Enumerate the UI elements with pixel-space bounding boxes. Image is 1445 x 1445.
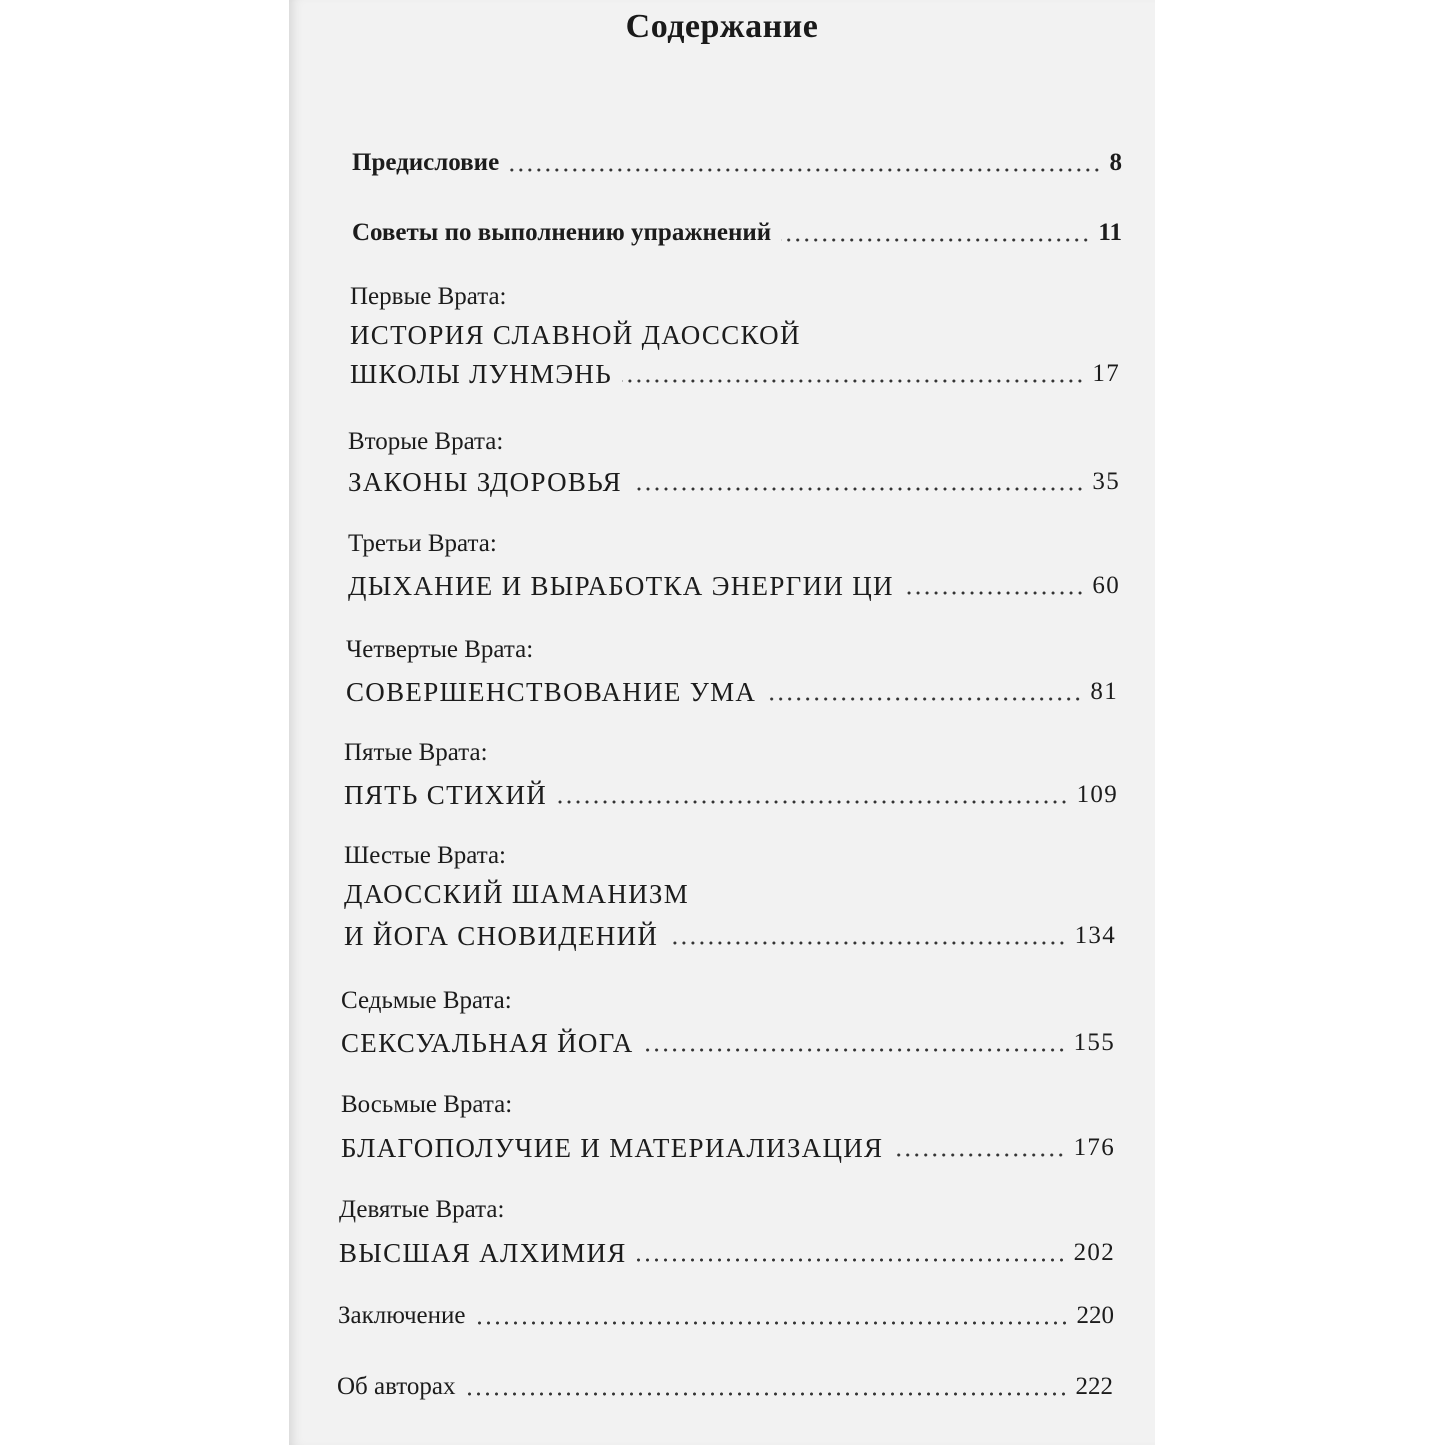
gate-label: Первые Врата: [350, 283, 507, 310]
dot-leader [476, 1320, 1069, 1326]
dot-leader [644, 1047, 1066, 1053]
gate-label: Шестые Врата: [344, 842, 506, 869]
gate-label: Девятые Врата: [339, 1196, 505, 1223]
chapter-title-line: ШКОЛЫ ЛУНМЭНЬ [350, 359, 612, 389]
page-number: 134 [1074, 922, 1116, 949]
entry-title: Об авторах [337, 1373, 456, 1400]
dot-leader [557, 799, 1069, 805]
chapter-title-line: ДАОССКИЙ ШАМАНИЗМ [344, 879, 690, 909]
entry-title: Советы по выполнению упражнений [352, 219, 772, 246]
gate-label: Восьмые Врата: [341, 1091, 513, 1118]
chapter-title-line: И ЙОГА СНОВИДЕНИЙ [344, 921, 659, 951]
dot-leader [622, 378, 1084, 384]
chapter-title-line: БЛАГОПОЛУЧИЕ И МАТЕРИАЛИЗАЦИЯ [341, 1133, 884, 1163]
page-number: 176 [1073, 1134, 1115, 1161]
entry-title: Заключение [338, 1302, 466, 1329]
gate-label: Третьи Врата: [348, 530, 497, 557]
gate-label: Седьмые Врата: [341, 987, 512, 1014]
page-number: 17 [1092, 360, 1120, 387]
gate-label: Пятые Врата: [344, 739, 488, 766]
page-number: 8 [1109, 149, 1122, 176]
gate-label: Четвертые Врата: [346, 636, 534, 663]
chapter-title-line: СЕКСУАЛЬНАЯ ЙОГА [341, 1028, 634, 1058]
dot-leader [509, 167, 1101, 173]
page-number: 155 [1073, 1029, 1115, 1056]
chapter-title-line: ПЯТЬ СТИХИЙ [344, 780, 548, 810]
chapter-title-line: ДЫХАНИЕ И ВЫРАБОТКА ЭНЕРГИИ ЦИ [348, 571, 894, 601]
dot-leader [904, 590, 1085, 596]
chapter-title-line: СОВЕРШЕНСТВОВАНИЕ УМА [346, 677, 757, 707]
dot-leader [781, 237, 1090, 243]
dot-leader [632, 486, 1085, 492]
page-number: 202 [1073, 1239, 1115, 1266]
dot-leader [893, 1152, 1065, 1158]
dot-leader [466, 1391, 1068, 1397]
dot-leader [766, 696, 1082, 702]
page-number: 222 [1075, 1373, 1113, 1400]
book-page [289, 0, 1155, 1445]
dot-leader [637, 1257, 1066, 1263]
dot-leader [668, 940, 1066, 946]
gate-label: Вторые Врата: [348, 428, 504, 455]
entry-title: Предисловие [352, 149, 500, 176]
page-number: 220 [1076, 1302, 1114, 1329]
page-number: 11 [1098, 219, 1122, 246]
chapter-title-line: ИСТОРИЯ СЛАВНОЙ ДАОССКОЙ [350, 320, 801, 350]
chapter-title-line: ВЫСШАЯ АЛХИМИЯ [339, 1238, 627, 1268]
page-number: 60 [1092, 572, 1120, 599]
page-number: 35 [1092, 468, 1120, 495]
page-title: Содержание [625, 8, 819, 45]
chapter-title-line: ЗАКОНЫ ЗДОРОВЬЯ [348, 467, 622, 497]
page-number: 81 [1090, 678, 1118, 705]
page-number: 109 [1076, 781, 1118, 808]
